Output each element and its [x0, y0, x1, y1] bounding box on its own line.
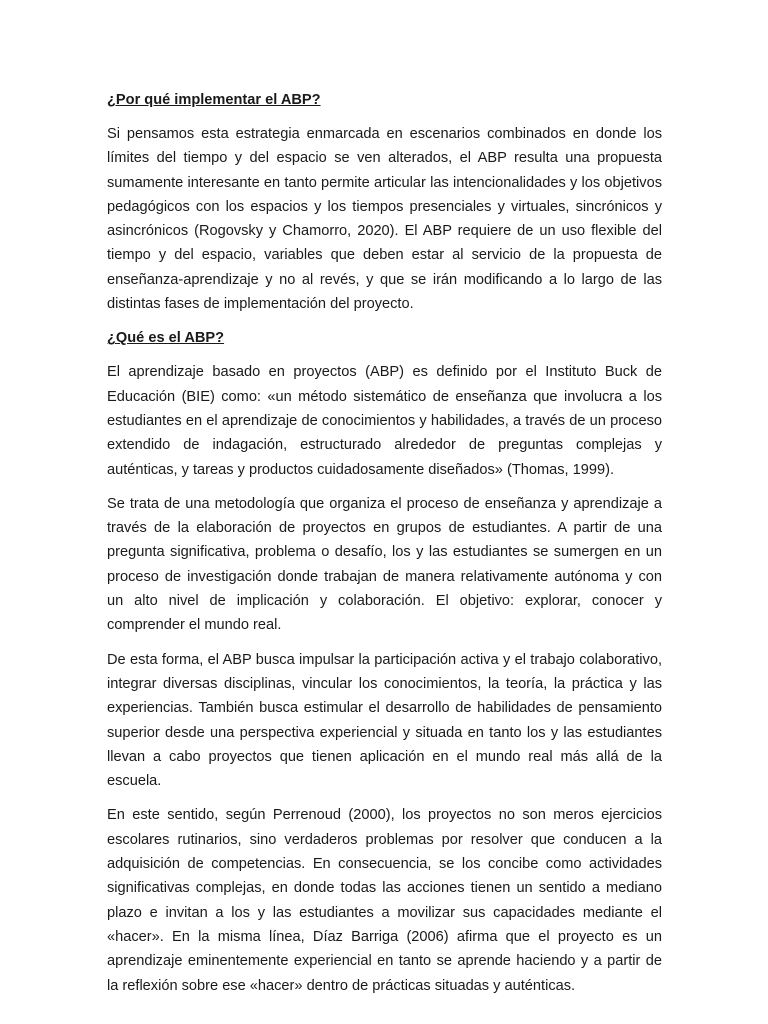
paragraph-what-is-3: De esta forma, el ABP busca impulsar la participación activa y el trabajo colaborativo, integrar diversas disciplinas, vincular los conocimientos, la teoría, la práctica y las experiencias. También busca estimular el desarrollo de habilidades de pensamiento superior desde una perspectiva experiencial y situada en tanto los y las estudiantes llevan a cabo proyectos que tienen aplicación en el mundo real más allá de la escuela. — [107, 651, 662, 790]
paragraph-what-is-1: El aprendizaje basado en proyectos (ABP) es definido por el Instituto Buck de Educación (BIE) como: «un método sistemático de enseñanza que involucra a los estudiantes en el aprendizaje de conocimientos y habilidades, a través de un proceso extendido de indagación, estructurado alrededor de preguntas complejas y auténticas, y tareas y productos cuidadosamente diseñados» (Thomas, 1999). — [107, 364, 662, 478]
section-heading-what-is: ¿Qué es el ABP? — [107, 330, 225, 347]
paragraph-what-is-4: En este sentido, según Perrenoud (2000), los proyectos no son meros ejercicios escolares rutinarios, sino verdaderos problemas por resolver que conducen a la adquisición de competencias. En consecuencia, se los concibe como actividades significativas complejas, en donde todas las acciones tienen un sentido a mediano plazo e invitan a los y las estudiantes a movilizar sus capacidades mediante el «hacer». En la misma línea, Díaz Barriga (2006) afirma que el proyecto es un aprendizaje eminentemente experiencial en tanto se aprende haciendo y a partir de la reflexión sobre ese «hacer» dentro de prácticas situadas y auténticas. — [107, 807, 662, 994]
paragraph-what-is-2: Se trata de una metodología que organiza el proceso de enseñanza y aprendizaje a través de la elaboración de proyectos en grupos de estudiantes. A partir de una pregunta significativa, problema o desafío, los y las estudiantes se sumergen en un proceso de investigación donde trabajan de manera relativamente autónoma y con un alto nivel de implicación y colaboración. El objetivo: explorar, conocer y comprender el mundo real. — [107, 495, 662, 634]
section-heading-why-implement: ¿Por qué implementar el ABP? — [107, 92, 321, 108]
document-page — [107, 88, 662, 1008]
paragraph-why-implement-1: Si pensamos esta estrategia enmarcada en escenarios combinados en donde los límites del tiempo y del espacio se ven alterados, el ABP resulta una propuesta sumamente interesante en tanto permite articular las intencionalidades y los objetivos pedagógicos con los espacios y los tiempos presenciales y virtuales, sincrónicos y asincrónicos (Rogovsky y Chamorro, 2020). El ABP requiere de un uso flexible del tiempo y del espacio, variables que deben estar al servicio de la propuesta de enseñanza-aprendizaje y no al revés, y que se irán modificando a lo largo de las distintas fases de implementación del proyecto. — [107, 126, 662, 313]
